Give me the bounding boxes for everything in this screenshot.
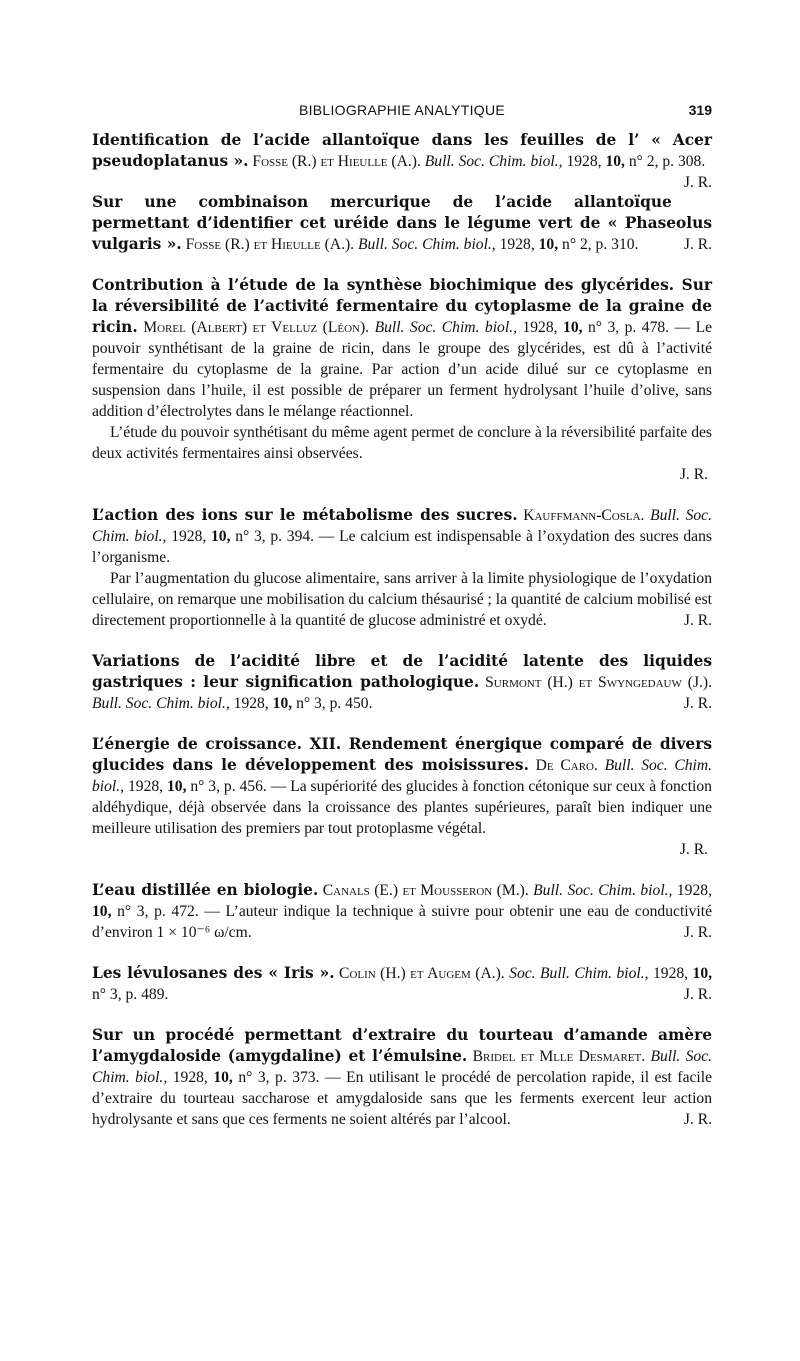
bibliography-entry (92, 963, 712, 1005)
entry-authors: Fosse (R.) et Hieulle (A.). (185, 236, 355, 253)
entry-abstract: — En utilisant le procédé de percolation rapide, il est facile d’extraire du tourteau saccharose et amygdaloside sans que les ferments exercent leur action hydrolysante et sans que ces ferments ne soient altérés par l’alcool. (92, 1069, 712, 1128)
entry-issue: n° 3, p. 394. (235, 528, 315, 545)
entry-title: L’eau distillée en biologie. (92, 881, 319, 899)
entry-journal: Soc. Bull. Chim. biol., (509, 965, 649, 982)
bibliography-entry (92, 880, 712, 943)
entry-authors: Kauffmann-Cosla. (523, 507, 645, 524)
entry-journal: Bull. Soc. Chim. biol., (92, 757, 713, 795)
entry-journal: Bull. Soc. Chim. biol., (92, 695, 230, 712)
entry-title: Contribution à l’étude de la synthèse biochimique des glycérides. Sur la réversibilité de l’activité fermentaire du cytoplasme de la graine de ricin. (92, 276, 712, 336)
entry-year: 1928, (676, 882, 712, 899)
entry-title: L’action des ions sur le métabolisme des sucres. (92, 506, 518, 524)
entry-volume: 10, (538, 236, 559, 253)
entry-issue: n° 3, p. 373. (238, 1069, 320, 1086)
entry-volume: 10, (92, 903, 112, 920)
bibliography-entry (92, 130, 712, 191)
entry-authors: Canals (E.) et Mousseron (M.). (322, 882, 529, 899)
entry-year: 1928, (499, 236, 535, 253)
bibliography-entry (92, 734, 712, 860)
entry-journal: Bull. Soc. Chim. biol., (533, 882, 673, 899)
entry-journal: Bull. Soc. Chim. biol., (424, 153, 563, 170)
entry-title: Variations de l’acidité libre et de l’acidité latente des liquides gastriques : leur signification pathologique. (92, 652, 712, 691)
entry-signature: J. R. (683, 174, 712, 191)
entry-title: Sur un procédé permettant d’extraire du tourteau d’amande amère l’amygdaloside (amygdaline) et l’émulsine. (92, 1026, 712, 1065)
bibliography-entry (92, 275, 712, 485)
entry-abstract: — La supériorité des glucides à fonction cétonique sur ceux à fonction aldéhydique, déjà observée dans la croissance des plantes supérieures, paraît bien indiquer une meilleure utilisation des premiers par tout protoplasme végétal. (92, 778, 712, 837)
entry-journal: Bull. Soc. Chim. biol., (374, 319, 517, 336)
document-page (92, 100, 712, 1150)
entry-signature: J. R. (683, 695, 712, 712)
entry-signature: J. R. (683, 1111, 712, 1128)
entry-year: 1928, (171, 528, 207, 545)
entry-abstract-continued: L’étude du pouvoir synthétisant du même agent permet de conclure à la réversibilité parfaite des deux activités fermentaires ainsi observées. (92, 424, 712, 462)
bibliography-entry (92, 505, 712, 631)
entry-volume: 10, (211, 528, 231, 545)
entry-authors: Colin (H.) et Augem (A.). (339, 965, 505, 982)
entry-title: Sur une combinaison mercurique de l’acide allantoïque permettant d’identifier cet uréide dans le légume vert de « Phaseolus vulgaris ». (92, 193, 712, 253)
entry-year: 1928, (172, 1069, 208, 1086)
entry-authors: Bridel et Mlle Desmaret. (472, 1048, 646, 1065)
bibliography-entry (92, 1025, 712, 1130)
entry-year: 1928, (522, 319, 558, 336)
entry-authors: Morel (Albert) et Velluz (Léon). (143, 319, 370, 336)
entry-journal: Bull. Soc. Chim. biol., (92, 507, 712, 545)
entry-signature: J. R. (683, 986, 712, 1003)
entry-volume: 10, (563, 319, 583, 336)
entry-issue: n° 3, p. 489. (92, 986, 169, 1003)
entry-issue: n° 2, p. 310. (562, 236, 639, 253)
entry-abstract: — Le pouvoir synthétisant de la graine de ricin, dans le groupe des glycérides, est dû à l’activité fermentaire du cytoplasme de la graine. Par action d’un acide dilué sur ce cytoplasme en suspension dans l’huile, il est possible de préparer un ferment hydrolysant l’huile d’olive, sans addition d’électrolytes dans le mélange réactionnel. (92, 319, 713, 420)
entry-authors: Fosse (R.) et Hieulle (A.). (252, 153, 421, 170)
entry-issue: n° 3, p. 456. (190, 778, 267, 795)
entry-issue: n° 3, p. 472. (117, 903, 199, 920)
entry-volume: 10, (605, 153, 625, 170)
entry-title: Identification de l’acide allantoïque dans les feuilles de l’ « Acer pseudoplatanus ». (92, 131, 712, 170)
entry-authors: De Caro. (535, 757, 598, 774)
entry-year: 1928, (233, 695, 269, 712)
bibliography-entry (92, 192, 712, 255)
page-number: 319 (688, 102, 712, 118)
running-header (92, 100, 712, 122)
entry-signature: J. R. (683, 612, 712, 629)
entry-authors: Surmont (H.) et Swyngedauw (J.). (485, 674, 713, 691)
entry-abstract: — L’auteur indique la technique à suivre pour obtenir une eau de conductivité d’environ 1 × 10⁻⁶ ω/cm. (92, 903, 712, 941)
entry-year: 1928, (652, 965, 689, 982)
entry-signature: J. R. (679, 466, 708, 483)
entry-title: L’énergie de croissance. XII. Rendement énergique comparé de divers glucides dans le développement des moisissures. (92, 735, 712, 774)
entry-volume: 10, (272, 695, 293, 712)
entry-issue: n° 3, p. 478. (587, 319, 670, 336)
entry-issue: n° 2, p. 308. (628, 153, 706, 170)
entry-journal: Bull. Soc. Chim. biol., (92, 1048, 713, 1086)
entry-signature: J. R. (683, 924, 712, 941)
entry-year: 1928, (127, 778, 164, 795)
entry-title: Les lévulosanes des « Iris ». (92, 964, 335, 982)
entry-volume: 10, (692, 965, 713, 982)
entry-year: 1928, (566, 153, 602, 170)
entry-abstract: — Le calcium est indispensable à l’oxydation des sucres dans l’organisme. (92, 528, 712, 566)
entry-journal: Bull. Soc. Chim. biol., (357, 236, 496, 253)
bibliography-entry (92, 651, 712, 714)
entry-volume: 10, (166, 778, 187, 795)
entry-volume: 10, (213, 1069, 233, 1086)
entry-signature: J. R. (683, 236, 712, 253)
running-title: BIBLIOGRAPHIE ANALYTIQUE (298, 102, 506, 118)
entry-issue: n° 3, p. 450. (296, 695, 373, 712)
entry-signature: J. R. (679, 841, 708, 858)
entry-abstract-continued: Par l’augmentation du glucose alimentaire, sans arriver à la limite physiologique de l’oxydation cellulaire, on remarque une mobilisation du calcium thésaurisé ; la quantité de calcium mobilisé est directement proportionnelle à la quantité de glucose administré et oxydé. (92, 570, 712, 629)
